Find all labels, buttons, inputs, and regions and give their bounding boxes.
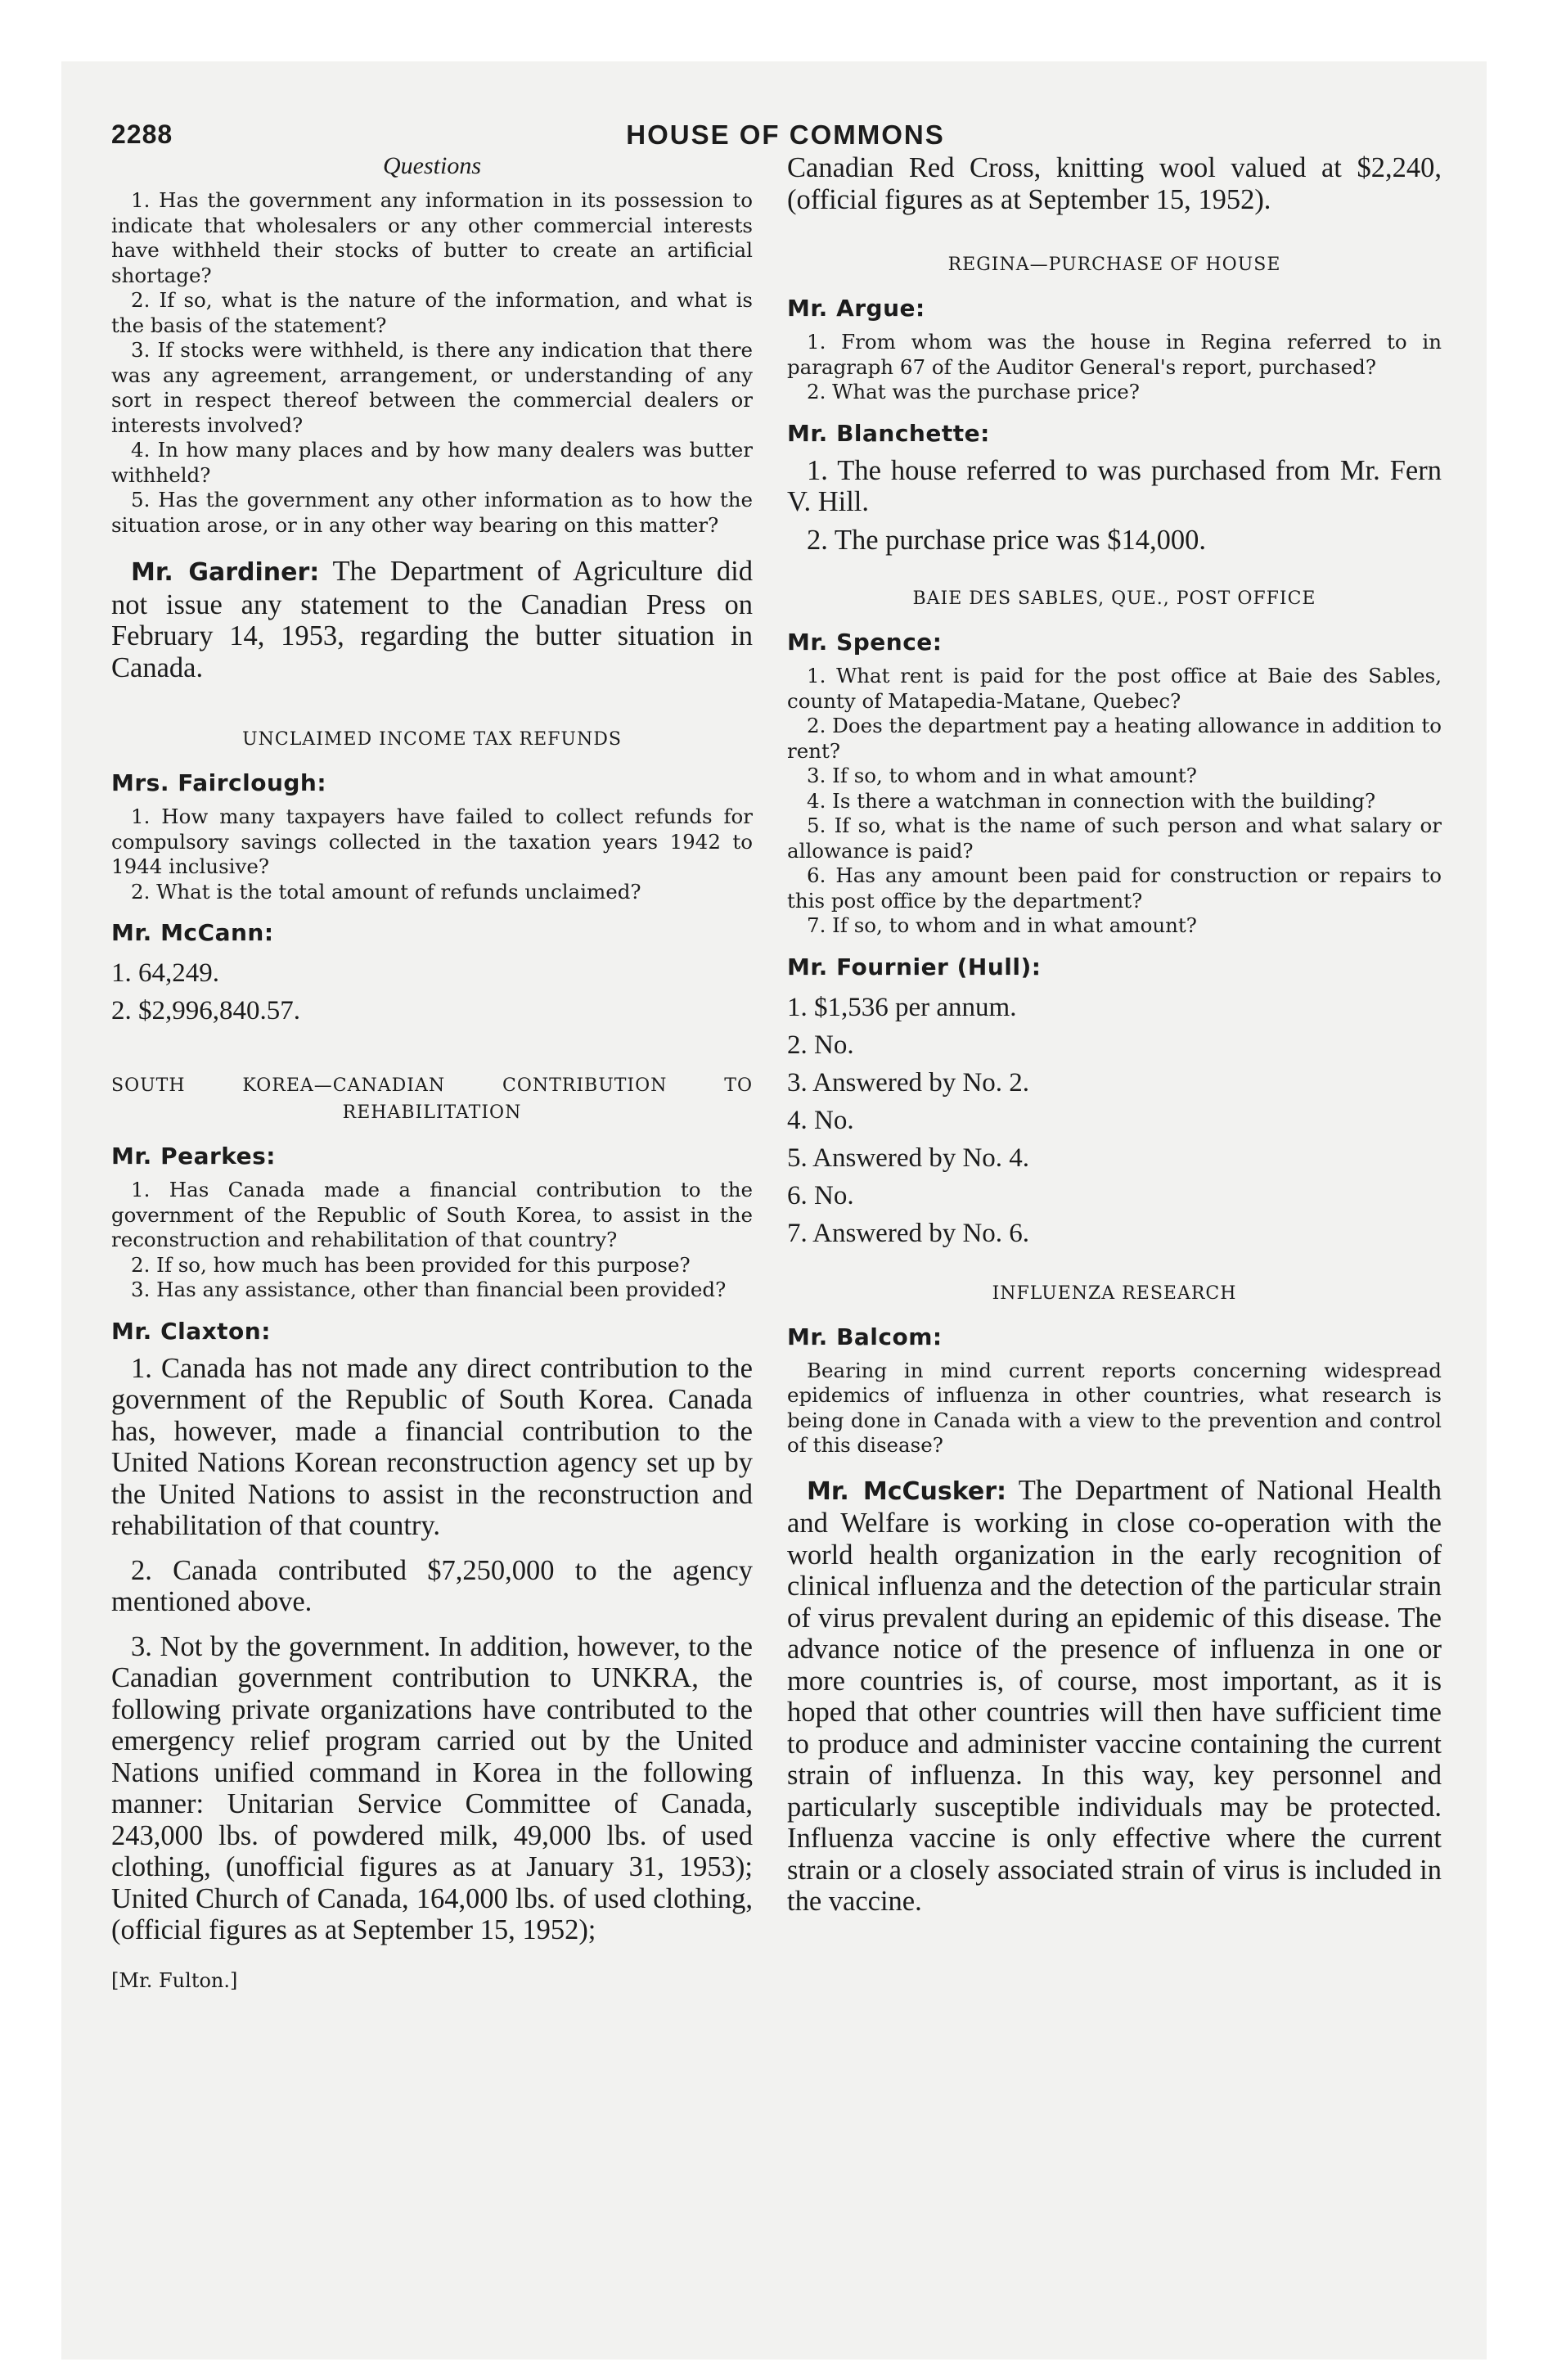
baie-question-4: 4. Is there a watchman in connection with the building? — [807, 788, 1376, 813]
section-heading-regina: REGINA—PURCHASE OF HOUSE — [947, 255, 1281, 275]
section-heading-influenza: INFLUENZA RESEARCH — [992, 1282, 1237, 1304]
running-title: HOUSE OF COMMONS — [626, 119, 945, 150]
korea-answer-2: 2. Canada contributed $7,250,000 to the agency mentioned above. — [111, 1554, 753, 1617]
question-3: 3. If stocks were withheld, is there any indication that there was any agreement, arrangement, or understanding of any sort in respect thereof between the commercial dealers or interests involved? — [111, 338, 753, 437]
question-2: 2. If so, what is the nature of the information, and what is the basis of the statement? — [111, 288, 753, 337]
baie-question-3: 3. If so, to whom and in what amount? — [807, 764, 1197, 787]
section-heading-korea-line2: REHABILITATION — [342, 1102, 522, 1123]
speaker-balcom: Mr. Balcom: — [787, 1323, 943, 1350]
baie-answer-7: 7. Answered by No. 6. — [787, 1218, 1030, 1248]
baie-answer-3: 3. Answered by No. 2. — [787, 1067, 1030, 1098]
right-column — [787, 152, 1442, 1918]
baie-question-2: 2. Does the department pay a heating allowance in addition to rent? — [787, 714, 1442, 763]
speaker-mccann: Mr. McCann: — [111, 919, 274, 946]
mccusker-answer — [787, 1475, 1442, 1918]
baie-answer-6: 6. No. — [787, 1180, 854, 1210]
speaker-blanchette: Mr. Blanchette: — [787, 419, 990, 447]
refunds-question-2: 2. What is the total amount of refunds unclaimed? — [131, 879, 641, 904]
regina-answer-2: 2. The purchase price was $14,000. — [807, 524, 1206, 556]
questions-heading: Questions — [383, 152, 481, 179]
continued-text: Canadian Red Cross, knitting wool valued at $2,240, (official figures as at September 15, 1952). — [787, 152, 1442, 215]
baie-answer-5: 5. Answered by No. 4. — [787, 1143, 1030, 1173]
baie-question-7: 7. If so, to whom and in what amount? — [807, 913, 1197, 937]
gardiner-answer — [111, 556, 753, 683]
baie-answer-1: 1. $1,536 per annum. — [787, 992, 1017, 1022]
footnote: [Mr. Fulton.] — [111, 1968, 238, 1992]
baie-question-5: 5. If so, what is the name of such person and what salary or allowance is paid? — [787, 814, 1442, 863]
mccusker-text: The Department of National Health and Welfare is working in close co-operation with the world health organization in the early recognition of clinical influenza and the detection of the particular strain of virus prevalent during an epidemic of this disease. The advance notice of the presence of influenza in one or more countries is, of course, most important, as it is hoped that other countries will then have sufficient time to produce and administer vaccine containing the current strain of influenza. In this way, key personnel and particularly susceptible individuals may be protected. Influenza vaccine is only effective where the current strain or a closely associated strain of virus is included in the vaccine. — [787, 1474, 1442, 1917]
refunds-answer-2: 2. $2,996,840.57. — [111, 996, 300, 1025]
page-number: 2288 — [111, 119, 173, 149]
regina-question-2: 2. What was the purchase price? — [807, 380, 1140, 403]
left-column — [111, 152, 753, 1992]
regina-question-1: 1. From whom was the house in Regina referred to in paragraph 67 of the Auditor General's report, purchased? — [787, 330, 1442, 379]
speaker-fournier: Mr. Fournier (Hull): — [787, 953, 1042, 980]
korea-question-1: 1. Has Canada made a financial contribution to the government of the Republic of South Korea, to assist in the reconstruction and rehabilitation of that country? — [111, 1178, 753, 1251]
baie-answer-2: 2. No. — [787, 1030, 854, 1060]
refunds-answer-1: 1. 64,249. — [111, 958, 219, 988]
section-heading-refunds: UNCLAIMED INCOME TAX REFUNDS — [242, 729, 622, 750]
baie-answer-4: 4. No. — [787, 1105, 854, 1135]
question-5: 5. Has the government any other information as to how the situation arose, or in any other way bearing on this matter? — [111, 488, 753, 537]
korea-question-3: 3. Has any assistance, other than financial been provided? — [131, 1278, 727, 1301]
gardiner-text: The Department of Agriculture did not issue any statement to the Canadian Press on February 14, 1953, regarding the butter situation in Canada. — [111, 556, 753, 683]
influenza-question: Bearing in mind current reports concerning widespread epidemics of influenza in other countries, what research is being done in Canada with a view to the prevention and control of this disease? — [787, 1358, 1442, 1457]
korea-answer-1: 1. Canada has not made any direct contribution to the government of the Republic of South Korea. Canada has, however, made a financial contribution to the United Nations Korean reconstruction agency set up by the United Nations to assist in the reconstruction and rehabilitation of that country. — [111, 1352, 753, 1541]
baie-question-6: 6. Has any amount been paid for construction or repairs to this post office by the department? — [787, 863, 1442, 913]
section-heading-korea-line1: SOUTH KOREA—CANADIAN CONTRIBUTION TO — [111, 1075, 753, 1096]
speaker-spence: Mr. Spence: — [787, 629, 943, 656]
speaker-claxton: Mr. Claxton: — [111, 1317, 271, 1345]
baie-question-1: 1. What rent is paid for the post office at Baie des Sables, county of Matapedia-Matane, Quebec? — [787, 664, 1442, 713]
question-4: 4. In how many places and by how many dealers was butter withheld? — [111, 438, 753, 487]
page-header — [0, 0, 1548, 164]
refunds-question-1: 1. How many taxpayers have failed to collect refunds for compulsory savings collected in the taxation years 1942 to 1944 inclusive? — [111, 805, 753, 878]
speaker-argue: Mr. Argue: — [787, 295, 925, 322]
speaker-gardiner: Mr. Gardiner: — [131, 558, 320, 587]
speaker-pearkes: Mr. Pearkes: — [111, 1143, 277, 1170]
section-heading-baie: BAIE DES SABLES, QUE., POST OFFICE — [912, 588, 1316, 609]
korea-question-2: 2. If so, how much has been provided for this purpose? — [131, 1252, 691, 1277]
korea-answer-3: 3. Not by the government. In addition, however, to the Canadian government contribution to UNKRA, the following private organizations have contributed to the emergency relief program carried out by the United Nations unified command in Korea in the following manner: Unitarian Service Committee of Canada, 243,000 lbs. of powdered milk, 49,000 lbs. of used clothing, (unofficial figures as at January 31, 1953); United Church of Canada, 164,000 lbs. of used clothing, (official figures as at September 15, 1952); — [111, 1630, 753, 1945]
question-1: 1. Has the government any information in its possession to indicate that wholesalers or any other commercial interests have withheld their stocks of butter to create an artificial shortage? — [111, 188, 753, 287]
regina-answer-1: 1. The house referred to was purchased from Mr. Fern V. Hill. — [787, 454, 1442, 517]
speaker-mccusker: Mr. McCusker: — [807, 1476, 1007, 1506]
speaker-fairclough: Mrs. Fairclough: — [111, 769, 327, 796]
